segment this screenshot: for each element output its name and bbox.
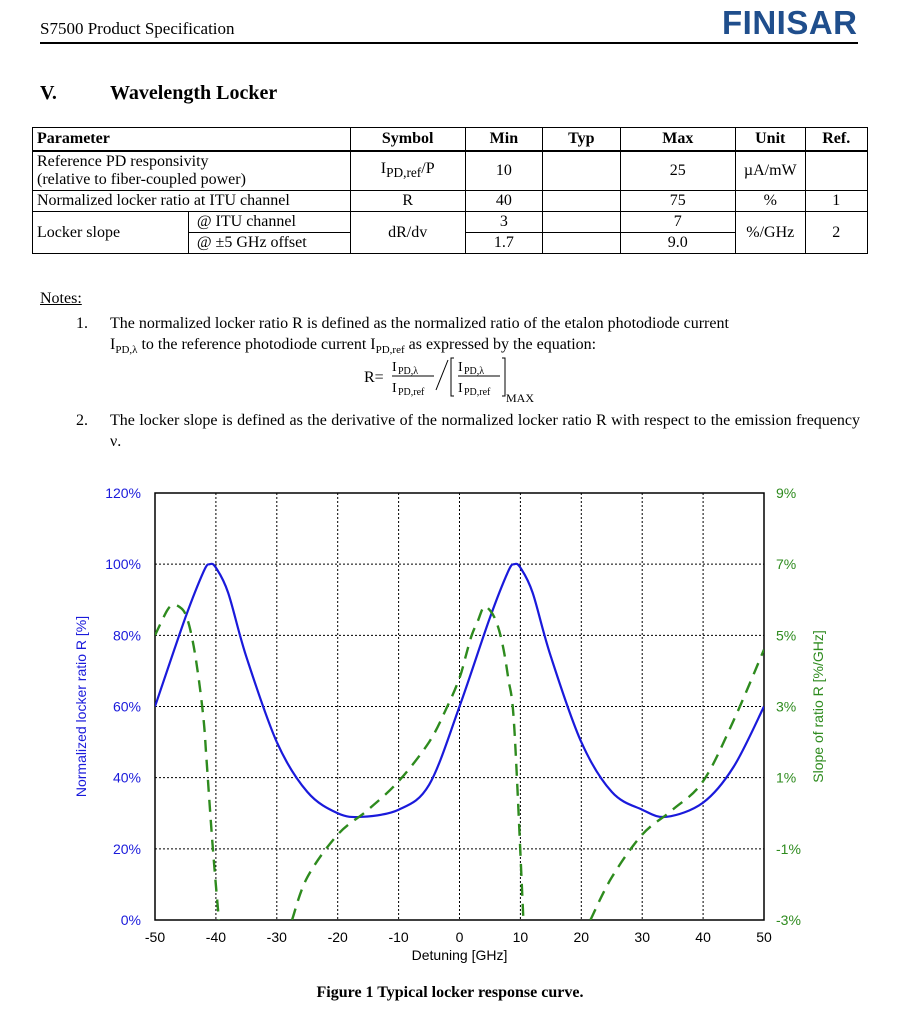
eq-bracket-left (451, 358, 454, 396)
table-cell: 9.0 (620, 233, 735, 254)
x-tick-label: -40 (205, 929, 227, 945)
table-cell: 2 (805, 212, 868, 254)
table-cell (543, 191, 620, 212)
table-cell: @ ±5 GHz offset (188, 233, 350, 254)
table-cell (805, 151, 868, 191)
table-cell: 10 (465, 151, 543, 191)
param-text: (relative to fiber-coupled power) (37, 171, 246, 188)
note-subscript: PD,ref (375, 344, 405, 357)
header-rule (40, 42, 858, 44)
x-tick-label: 0 (455, 929, 464, 945)
x-tick-label: 50 (756, 929, 772, 945)
table-cell: µA/mW (735, 151, 805, 191)
section-title: Wavelength Locker (110, 82, 278, 104)
table-cell: 25 (620, 151, 735, 191)
x-tick-label: -20 (327, 929, 348, 945)
table-cell: % (735, 191, 805, 212)
eq-numerator-2-sub: PD,λ (464, 366, 485, 377)
locker-slope-curve (590, 650, 764, 920)
eq-numerator-sub: PD,λ (398, 366, 419, 377)
y2-tick-label: -3% (776, 912, 801, 928)
locker-slope-curve (155, 605, 219, 920)
table-header: Min (465, 128, 543, 152)
notes-heading: Notes: (40, 290, 82, 307)
x-tick-label: -50 (144, 929, 166, 945)
symbol-subscript: PD,ref (386, 165, 422, 181)
table-row (33, 151, 868, 191)
note-subscript: PD,λ (115, 344, 138, 357)
note-text: to the reference photodiode current I (137, 336, 376, 353)
note-2-text: The locker slope is defined as the derivative of the normalized locker ratio R with respect to the emission frequency ν. (110, 412, 860, 450)
x-axis-label: Detuning [GHz] (411, 947, 508, 963)
figure-caption: Figure 1 Typical locker response curve. (316, 984, 584, 1001)
eq-denominator: I (392, 381, 397, 396)
document-title: S7500 Product Specification (40, 19, 235, 38)
table-cell: 1 (805, 191, 868, 212)
table-row (33, 191, 868, 212)
y-tick-label: 60% (112, 698, 141, 715)
param-text: Reference PD responsivity (37, 153, 209, 170)
table-cell (543, 233, 620, 254)
table-cell: 3 (465, 212, 543, 233)
y-axis-label: Normalized locker ratio R [%] (73, 615, 89, 798)
eq-numerator-2: I (458, 360, 463, 375)
locker-slope-curve (292, 606, 523, 920)
symbol-text: I (380, 159, 387, 177)
x-tick-label: -10 (388, 929, 409, 945)
x-tick-label: 10 (512, 929, 529, 945)
table-header: Symbol (350, 128, 465, 152)
y-tick-label: 100% (105, 556, 141, 573)
x-tick-label: -30 (266, 929, 287, 945)
y2-tick-label: 5% (776, 627, 797, 644)
eq-slash (436, 360, 448, 390)
section-number: V. (40, 82, 57, 104)
y-tick-label: 120% (105, 485, 141, 501)
table-header: Ref. (805, 128, 868, 152)
y-tick-label: 20% (112, 840, 141, 857)
table-cell (543, 212, 620, 233)
eq-denominator-2: I (458, 381, 463, 396)
symbol-text: /P (421, 159, 435, 177)
table-cell: 75 (620, 191, 735, 212)
eq-denominator-2-sub: PD,ref (464, 387, 491, 398)
y-tick-label: 80% (112, 627, 141, 644)
y2-axis-label: Slope of ratio R [%/GHz] (810, 630, 826, 783)
eq-max-sub: MAX (506, 391, 535, 405)
note-text: The normalized locker ratio R is defined as the normalized ratio of the etalon photodiode current (110, 315, 729, 332)
x-tick-label: 30 (634, 929, 650, 945)
x-tick-label: 40 (695, 929, 711, 945)
equation-graphic (364, 356, 564, 406)
x-tick-label: 20 (573, 929, 590, 945)
eq-r: R= (364, 369, 384, 386)
table-row (33, 212, 868, 233)
locker-response-chart (0, 478, 900, 978)
eq-bracket-right (502, 358, 505, 396)
table-header: Typ (543, 128, 620, 152)
eq-denominator-sub: PD,ref (398, 387, 425, 398)
table-cell: %/GHz (735, 212, 805, 254)
table-cell: R (350, 191, 465, 212)
y2-tick-label: 3% (776, 698, 797, 715)
table-cell: 40 (465, 191, 543, 212)
y2-tick-label: 7% (776, 556, 797, 573)
table-header: Unit (735, 128, 805, 152)
y-tick-label: 40% (112, 769, 141, 786)
table-cell: 7 (620, 212, 735, 233)
note-text: as expressed by the equation: (404, 336, 597, 353)
table-cell: 1.7 (465, 233, 543, 254)
y2-tick-label: 1% (776, 769, 797, 786)
table-cell (33, 151, 351, 191)
note-number: 1. (76, 315, 88, 332)
table-cell: @ ITU channel (188, 212, 350, 233)
table-cell: Normalized locker ratio at ITU channel (33, 191, 351, 212)
y-tick-label: 0% (120, 912, 141, 928)
table-header: Max (620, 128, 735, 152)
note-text: I (110, 336, 116, 353)
y2-tick-label: 9% (776, 485, 797, 501)
table-header: Parameter (33, 128, 351, 152)
note-number: 2. (76, 412, 88, 429)
table-cell (350, 151, 465, 191)
finisar-logo: FINISAR (722, 4, 858, 41)
table-cell: Locker slope (33, 212, 189, 254)
spec-table (32, 127, 868, 254)
table-cell: dR/dv (350, 212, 465, 254)
table-cell (543, 151, 620, 191)
y2-tick-label: -1% (776, 840, 801, 857)
locker-ratio-equation (364, 356, 564, 411)
note-1-text (110, 313, 860, 361)
eq-numerator: I (392, 360, 397, 375)
table-header-row (33, 128, 868, 152)
